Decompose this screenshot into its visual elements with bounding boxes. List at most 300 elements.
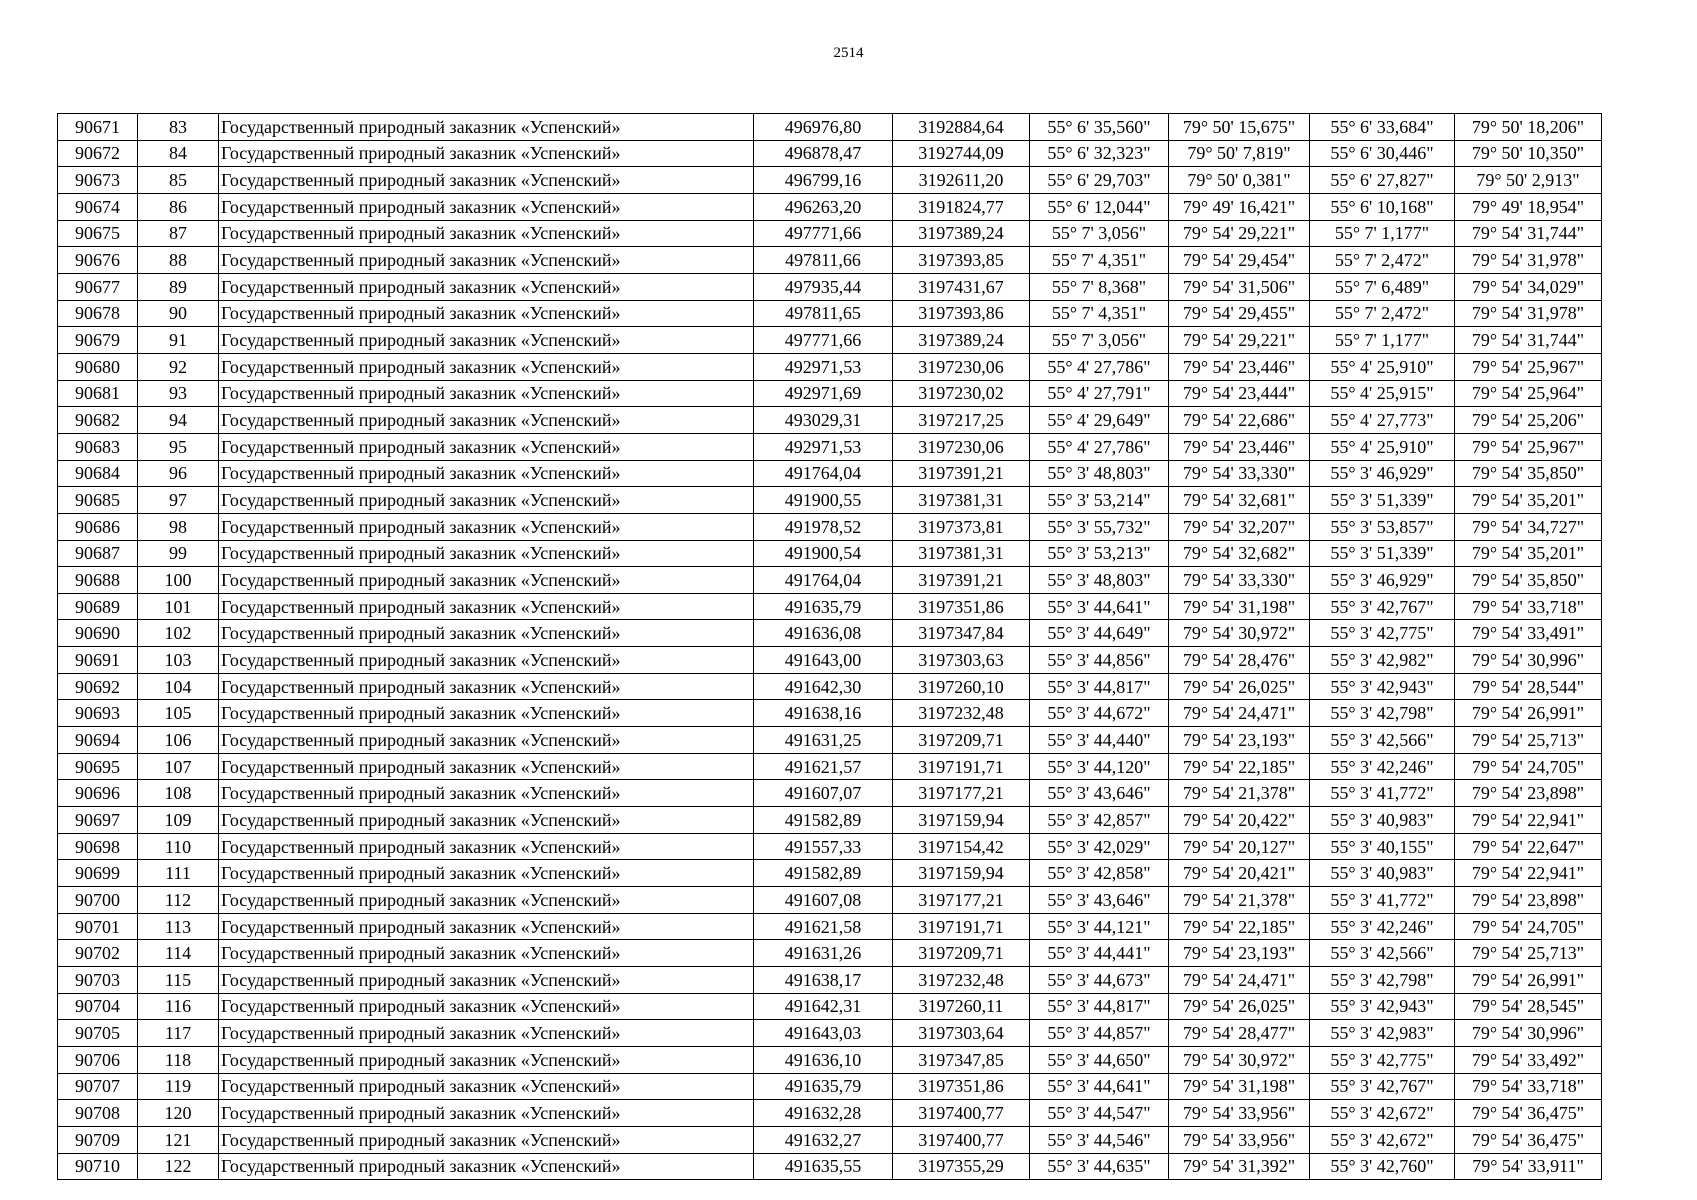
row-id-cell: 90675 [58, 220, 138, 247]
longitude-alt-cell: 79° 54' 31,744" [1455, 220, 1602, 247]
object-name-cell: Государственный природный заказник «Успенский» [219, 1100, 754, 1127]
point-number-cell: 103 [138, 647, 219, 674]
table-row [58, 327, 1602, 354]
point-number-cell: 111 [138, 860, 219, 887]
object-name-cell: Государственный природный заказник «Успенский» [219, 700, 754, 727]
latitude-alt-cell: 55° 3' 42,798" [1310, 967, 1455, 994]
latitude-cell: 55° 6' 29,703" [1030, 167, 1169, 194]
latitude-cell: 55° 7' 4,351" [1030, 300, 1169, 327]
object-name-cell: Государственный природный заказник «Успенский» [219, 540, 754, 567]
y-coordinate-cell: 3197431,67 [893, 273, 1030, 300]
point-number-cell: 85 [138, 167, 219, 194]
longitude-alt-cell: 79° 54' 30,996" [1455, 1020, 1602, 1047]
latitude-cell: 55° 3' 43,646" [1030, 887, 1169, 914]
longitude-alt-cell: 79° 54' 24,705" [1455, 913, 1602, 940]
object-name-cell: Государственный природный заказник «Успенский» [219, 753, 754, 780]
point-number-cell: 94 [138, 407, 219, 434]
longitude-cell: 79° 54' 20,421" [1169, 860, 1310, 887]
row-id-cell: 90706 [58, 1046, 138, 1073]
latitude-cell: 55° 3' 44,650" [1030, 1046, 1169, 1073]
point-number-cell: 83 [138, 114, 219, 141]
point-number-cell: 84 [138, 140, 219, 167]
table-row [58, 1153, 1602, 1180]
longitude-cell: 79° 54' 31,506" [1169, 273, 1310, 300]
latitude-alt-cell: 55° 4' 25,910" [1310, 353, 1455, 380]
x-coordinate-cell: 491636,08 [754, 620, 893, 647]
table-row [58, 780, 1602, 807]
y-coordinate-cell: 3197177,21 [893, 780, 1030, 807]
object-name-cell: Государственный природный заказник «Успенский» [219, 460, 754, 487]
latitude-alt-cell: 55° 3' 46,929" [1310, 567, 1455, 594]
latitude-alt-cell: 55° 3' 42,672" [1310, 1126, 1455, 1153]
longitude-alt-cell: 79° 54' 23,898" [1455, 887, 1602, 914]
latitude-alt-cell: 55° 4' 25,915" [1310, 380, 1455, 407]
object-name-cell: Государственный природный заказник «Успенский» [219, 833, 754, 860]
latitude-alt-cell: 55° 6' 30,446" [1310, 140, 1455, 167]
latitude-cell: 55° 3' 44,817" [1030, 993, 1169, 1020]
longitude-cell: 79° 54' 28,477" [1169, 1020, 1310, 1047]
table-row [58, 673, 1602, 700]
table-row [58, 727, 1602, 754]
longitude-alt-cell: 79° 54' 33,491" [1455, 620, 1602, 647]
latitude-cell: 55° 6' 32,323" [1030, 140, 1169, 167]
latitude-alt-cell: 55° 7' 1,177" [1310, 220, 1455, 247]
latitude-alt-cell: 55° 3' 42,246" [1310, 913, 1455, 940]
row-id-cell: 90687 [58, 540, 138, 567]
row-id-cell: 90676 [58, 247, 138, 274]
y-coordinate-cell: 3197217,25 [893, 407, 1030, 434]
object-name-cell: Государственный природный заказник «Успенский» [219, 567, 754, 594]
latitude-cell: 55° 7' 4,351" [1030, 247, 1169, 274]
longitude-alt-cell: 79° 54' 22,647" [1455, 833, 1602, 860]
point-number-cell: 97 [138, 487, 219, 514]
longitude-cell: 79° 50' 15,675" [1169, 114, 1310, 141]
longitude-alt-cell: 79° 54' 25,713" [1455, 727, 1602, 754]
longitude-alt-cell: 79° 54' 25,967" [1455, 353, 1602, 380]
row-id-cell: 90701 [58, 913, 138, 940]
y-coordinate-cell: 3197389,24 [893, 220, 1030, 247]
y-coordinate-cell: 3197381,31 [893, 540, 1030, 567]
latitude-alt-cell: 55° 3' 42,767" [1310, 593, 1455, 620]
object-name-cell: Государственный природный заказник «Успенский» [219, 913, 754, 940]
latitude-alt-cell: 55° 3' 51,339" [1310, 487, 1455, 514]
latitude-alt-cell: 55° 3' 42,767" [1310, 1073, 1455, 1100]
latitude-cell: 55° 3' 48,803" [1030, 460, 1169, 487]
row-id-cell: 90700 [58, 887, 138, 914]
y-coordinate-cell: 3197381,31 [893, 487, 1030, 514]
longitude-alt-cell: 79° 54' 34,029" [1455, 273, 1602, 300]
y-coordinate-cell: 3197191,71 [893, 753, 1030, 780]
object-name-cell: Государственный природный заказник «Успенский» [219, 1153, 754, 1180]
longitude-cell: 79° 54' 33,330" [1169, 567, 1310, 594]
table-row [58, 887, 1602, 914]
x-coordinate-cell: 491631,25 [754, 727, 893, 754]
latitude-alt-cell: 55° 6' 10,168" [1310, 193, 1455, 220]
row-id-cell: 90680 [58, 353, 138, 380]
x-coordinate-cell: 497935,44 [754, 273, 893, 300]
longitude-alt-cell: 79° 54' 35,850" [1455, 567, 1602, 594]
y-coordinate-cell: 3197347,84 [893, 620, 1030, 647]
row-id-cell: 90677 [58, 273, 138, 300]
row-id-cell: 90671 [58, 114, 138, 141]
longitude-cell: 79° 54' 21,378" [1169, 887, 1310, 914]
x-coordinate-cell: 491635,79 [754, 593, 893, 620]
object-name-cell: Государственный природный заказник «Успенский» [219, 1046, 754, 1073]
table-row [58, 540, 1602, 567]
longitude-alt-cell: 79° 54' 30,996" [1455, 647, 1602, 674]
table-row [58, 353, 1602, 380]
y-coordinate-cell: 3197232,48 [893, 700, 1030, 727]
y-coordinate-cell: 3197260,10 [893, 673, 1030, 700]
object-name-cell: Государственный природный заказник «Успенский» [219, 1073, 754, 1100]
latitude-cell: 55° 4' 27,786" [1030, 353, 1169, 380]
row-id-cell: 90679 [58, 327, 138, 354]
table-row [58, 967, 1602, 994]
row-id-cell: 90692 [58, 673, 138, 700]
latitude-alt-cell: 55° 7' 2,472" [1310, 300, 1455, 327]
row-id-cell: 90688 [58, 567, 138, 594]
y-coordinate-cell: 3197389,24 [893, 327, 1030, 354]
latitude-alt-cell: 55° 6' 33,684" [1310, 114, 1455, 141]
longitude-alt-cell: 79° 54' 25,964" [1455, 380, 1602, 407]
point-number-cell: 113 [138, 913, 219, 940]
row-id-cell: 90690 [58, 620, 138, 647]
object-name-cell: Государственный природный заказник «Успенский» [219, 513, 754, 540]
latitude-cell: 55° 3' 44,635" [1030, 1153, 1169, 1180]
longitude-cell: 79° 54' 26,025" [1169, 673, 1310, 700]
object-name-cell: Государственный природный заказник «Успенский» [219, 1126, 754, 1153]
y-coordinate-cell: 3197373,81 [893, 513, 1030, 540]
longitude-cell: 79° 54' 23,193" [1169, 727, 1310, 754]
y-coordinate-cell: 3192884,64 [893, 114, 1030, 141]
row-id-cell: 90702 [58, 940, 138, 967]
table-row [58, 273, 1602, 300]
y-coordinate-cell: 3192611,20 [893, 167, 1030, 194]
longitude-cell: 79° 54' 23,444" [1169, 380, 1310, 407]
latitude-alt-cell: 55° 7' 2,472" [1310, 247, 1455, 274]
latitude-alt-cell: 55° 3' 42,566" [1310, 940, 1455, 967]
longitude-cell: 79° 54' 32,682" [1169, 540, 1310, 567]
x-coordinate-cell: 491643,00 [754, 647, 893, 674]
longitude-alt-cell: 79° 54' 35,850" [1455, 460, 1602, 487]
latitude-alt-cell: 55° 7' 1,177" [1310, 327, 1455, 354]
latitude-cell: 55° 3' 44,672" [1030, 700, 1169, 727]
table-row [58, 593, 1602, 620]
object-name-cell: Государственный природный заказник «Успенский» [219, 114, 754, 141]
longitude-cell: 79° 54' 24,471" [1169, 700, 1310, 727]
y-coordinate-cell: 3197230,02 [893, 380, 1030, 407]
point-number-cell: 86 [138, 193, 219, 220]
y-coordinate-cell: 3197230,06 [893, 433, 1030, 460]
table-row [58, 513, 1602, 540]
point-number-cell: 91 [138, 327, 219, 354]
longitude-alt-cell: 79° 50' 2,913" [1455, 167, 1602, 194]
latitude-alt-cell: 55° 3' 51,339" [1310, 540, 1455, 567]
object-name-cell: Государственный природный заказник «Успенский» [219, 807, 754, 834]
longitude-cell: 79° 54' 22,686" [1169, 407, 1310, 434]
longitude-alt-cell: 79° 54' 25,713" [1455, 940, 1602, 967]
point-number-cell: 104 [138, 673, 219, 700]
latitude-alt-cell: 55° 3' 40,983" [1310, 860, 1455, 887]
x-coordinate-cell: 492971,53 [754, 433, 893, 460]
point-number-cell: 121 [138, 1126, 219, 1153]
latitude-cell: 55° 4' 27,786" [1030, 433, 1169, 460]
row-id-cell: 90689 [58, 593, 138, 620]
row-id-cell: 90682 [58, 407, 138, 434]
table-row [58, 940, 1602, 967]
table-row [58, 700, 1602, 727]
object-name-cell: Государственный природный заказник «Успенский» [219, 620, 754, 647]
latitude-cell: 55° 6' 12,044" [1030, 193, 1169, 220]
x-coordinate-cell: 491557,33 [754, 833, 893, 860]
object-name-cell: Государственный природный заказник «Успенский» [219, 673, 754, 700]
longitude-cell: 79° 54' 20,127" [1169, 833, 1310, 860]
row-id-cell: 90673 [58, 167, 138, 194]
x-coordinate-cell: 491642,30 [754, 673, 893, 700]
table-row [58, 247, 1602, 274]
x-coordinate-cell: 491621,57 [754, 753, 893, 780]
longitude-cell: 79° 54' 33,956" [1169, 1100, 1310, 1127]
point-number-cell: 105 [138, 700, 219, 727]
table-row [58, 1100, 1602, 1127]
table-row [58, 167, 1602, 194]
latitude-cell: 55° 6' 35,560" [1030, 114, 1169, 141]
latitude-cell: 55° 3' 48,803" [1030, 567, 1169, 594]
latitude-alt-cell: 55° 3' 42,566" [1310, 727, 1455, 754]
point-number-cell: 87 [138, 220, 219, 247]
y-coordinate-cell: 3197303,64 [893, 1020, 1030, 1047]
object-name-cell: Государственный природный заказник «Успенский» [219, 780, 754, 807]
point-number-cell: 117 [138, 1020, 219, 1047]
x-coordinate-cell: 491621,58 [754, 913, 893, 940]
object-name-cell: Государственный природный заказник «Успенский» [219, 487, 754, 514]
latitude-alt-cell: 55° 3' 42,246" [1310, 753, 1455, 780]
table-row [58, 860, 1602, 887]
table-row [58, 1126, 1602, 1153]
y-coordinate-cell: 3197209,71 [893, 727, 1030, 754]
longitude-cell: 79° 50' 7,819" [1169, 140, 1310, 167]
latitude-cell: 55° 7' 8,368" [1030, 273, 1169, 300]
latitude-cell: 55° 3' 44,547" [1030, 1100, 1169, 1127]
point-number-cell: 118 [138, 1046, 219, 1073]
object-name-cell: Государственный природный заказник «Успенский» [219, 247, 754, 274]
x-coordinate-cell: 492971,53 [754, 353, 893, 380]
longitude-alt-cell: 79° 54' 25,967" [1455, 433, 1602, 460]
longitude-cell: 79° 54' 31,198" [1169, 593, 1310, 620]
point-number-cell: 110 [138, 833, 219, 860]
x-coordinate-cell: 496263,20 [754, 193, 893, 220]
latitude-cell: 55° 3' 44,817" [1030, 673, 1169, 700]
latitude-cell: 55° 3' 53,214" [1030, 487, 1169, 514]
x-coordinate-cell: 491631,26 [754, 940, 893, 967]
latitude-cell: 55° 3' 42,857" [1030, 807, 1169, 834]
row-id-cell: 90696 [58, 780, 138, 807]
longitude-cell: 79° 54' 31,392" [1169, 1153, 1310, 1180]
latitude-cell: 55° 3' 53,213" [1030, 540, 1169, 567]
row-id-cell: 90678 [58, 300, 138, 327]
object-name-cell: Государственный природный заказник «Успенский» [219, 433, 754, 460]
latitude-alt-cell: 55° 3' 40,155" [1310, 833, 1455, 860]
point-number-cell: 99 [138, 540, 219, 567]
longitude-cell: 79° 54' 29,454" [1169, 247, 1310, 274]
x-coordinate-cell: 491642,31 [754, 993, 893, 1020]
point-number-cell: 101 [138, 593, 219, 620]
object-name-cell: Государственный природный заказник «Успенский» [219, 593, 754, 620]
y-coordinate-cell: 3197400,77 [893, 1100, 1030, 1127]
latitude-alt-cell: 55° 3' 42,983" [1310, 1020, 1455, 1047]
x-coordinate-cell: 491636,10 [754, 1046, 893, 1073]
table-row [58, 114, 1602, 141]
row-id-cell: 90708 [58, 1100, 138, 1127]
table-row [58, 1073, 1602, 1100]
x-coordinate-cell: 491635,55 [754, 1153, 893, 1180]
row-id-cell: 90707 [58, 1073, 138, 1100]
x-coordinate-cell: 491978,52 [754, 513, 893, 540]
longitude-alt-cell: 79° 50' 10,350" [1455, 140, 1602, 167]
x-coordinate-cell: 491632,27 [754, 1126, 893, 1153]
latitude-cell: 55° 3' 44,121" [1030, 913, 1169, 940]
x-coordinate-cell: 496976,80 [754, 114, 893, 141]
longitude-alt-cell: 79° 54' 26,991" [1455, 967, 1602, 994]
object-name-cell: Государственный природный заказник «Успенский» [219, 887, 754, 914]
longitude-alt-cell: 79° 54' 26,991" [1455, 700, 1602, 727]
row-id-cell: 90710 [58, 1153, 138, 1180]
latitude-cell: 55° 3' 44,649" [1030, 620, 1169, 647]
latitude-cell: 55° 3' 44,673" [1030, 967, 1169, 994]
row-id-cell: 90684 [58, 460, 138, 487]
x-coordinate-cell: 491632,28 [754, 1100, 893, 1127]
y-coordinate-cell: 3197303,63 [893, 647, 1030, 674]
longitude-alt-cell: 79° 54' 35,201" [1455, 540, 1602, 567]
x-coordinate-cell: 497771,66 [754, 327, 893, 354]
longitude-cell: 79° 54' 23,193" [1169, 940, 1310, 967]
x-coordinate-cell: 497811,66 [754, 247, 893, 274]
object-name-cell: Государственный природный заказник «Успенский» [219, 1020, 754, 1047]
x-coordinate-cell: 491764,04 [754, 460, 893, 487]
longitude-cell: 79° 54' 29,221" [1169, 327, 1310, 354]
longitude-alt-cell: 79° 54' 31,744" [1455, 327, 1602, 354]
x-coordinate-cell: 491638,17 [754, 967, 893, 994]
y-coordinate-cell: 3197191,71 [893, 913, 1030, 940]
y-coordinate-cell: 3197351,86 [893, 593, 1030, 620]
point-number-cell: 92 [138, 353, 219, 380]
row-id-cell: 90674 [58, 193, 138, 220]
latitude-alt-cell: 55° 3' 42,775" [1310, 620, 1455, 647]
latitude-alt-cell: 55° 3' 42,775" [1310, 1046, 1455, 1073]
y-coordinate-cell: 3197391,21 [893, 567, 1030, 594]
longitude-cell: 79° 54' 30,972" [1169, 620, 1310, 647]
longitude-alt-cell: 79° 50' 18,206" [1455, 114, 1602, 141]
longitude-cell: 79° 54' 33,330" [1169, 460, 1310, 487]
row-id-cell: 90691 [58, 647, 138, 674]
latitude-cell: 55° 3' 44,857" [1030, 1020, 1169, 1047]
point-number-cell: 100 [138, 567, 219, 594]
table-row [58, 833, 1602, 860]
table-row [58, 620, 1602, 647]
latitude-cell: 55° 3' 44,641" [1030, 593, 1169, 620]
row-id-cell: 90704 [58, 993, 138, 1020]
object-name-cell: Государственный природный заказник «Успенский» [219, 993, 754, 1020]
object-name-cell: Государственный природный заказник «Успенский» [219, 220, 754, 247]
latitude-alt-cell: 55° 3' 42,760" [1310, 1153, 1455, 1180]
row-id-cell: 90698 [58, 833, 138, 860]
y-coordinate-cell: 3197391,21 [893, 460, 1030, 487]
y-coordinate-cell: 3191824,77 [893, 193, 1030, 220]
latitude-alt-cell: 55° 4' 25,910" [1310, 433, 1455, 460]
table-row [58, 433, 1602, 460]
table-row [58, 1020, 1602, 1047]
table-row [58, 647, 1602, 674]
x-coordinate-cell: 491635,79 [754, 1073, 893, 1100]
longitude-cell: 79° 54' 21,378" [1169, 780, 1310, 807]
y-coordinate-cell: 3197393,86 [893, 300, 1030, 327]
y-coordinate-cell: 3197400,77 [893, 1126, 1030, 1153]
object-name-cell: Государственный природный заказник «Успенский» [219, 407, 754, 434]
object-name-cell: Государственный природный заказник «Успенский» [219, 353, 754, 380]
object-name-cell: Государственный природный заказник «Успенский» [219, 860, 754, 887]
point-number-cell: 120 [138, 1100, 219, 1127]
latitude-alt-cell: 55° 3' 42,982" [1310, 647, 1455, 674]
y-coordinate-cell: 3197159,94 [893, 807, 1030, 834]
table-row [58, 753, 1602, 780]
row-id-cell: 90699 [58, 860, 138, 887]
longitude-alt-cell: 79° 54' 33,911" [1455, 1153, 1602, 1180]
latitude-cell: 55° 3' 44,120" [1030, 753, 1169, 780]
point-number-cell: 102 [138, 620, 219, 647]
latitude-cell: 55° 3' 44,546" [1030, 1126, 1169, 1153]
point-number-cell: 119 [138, 1073, 219, 1100]
table-row [58, 993, 1602, 1020]
longitude-cell: 79° 54' 22,185" [1169, 753, 1310, 780]
object-name-cell: Государственный природный заказник «Успенский» [219, 940, 754, 967]
longitude-cell: 79° 54' 20,422" [1169, 807, 1310, 834]
latitude-cell: 55° 4' 29,649" [1030, 407, 1169, 434]
x-coordinate-cell: 492971,69 [754, 380, 893, 407]
latitude-cell: 55° 3' 42,858" [1030, 860, 1169, 887]
row-id-cell: 90681 [58, 380, 138, 407]
latitude-cell: 55° 3' 43,646" [1030, 780, 1169, 807]
object-name-cell: Государственный природный заказник «Успенский» [219, 327, 754, 354]
row-id-cell: 90686 [58, 513, 138, 540]
y-coordinate-cell: 3197351,86 [893, 1073, 1030, 1100]
object-name-cell: Государственный природный заказник «Успенский» [219, 300, 754, 327]
table-row [58, 1046, 1602, 1073]
longitude-cell: 79° 54' 26,025" [1169, 993, 1310, 1020]
longitude-alt-cell: 79° 54' 22,941" [1455, 860, 1602, 887]
row-id-cell: 90705 [58, 1020, 138, 1047]
point-number-cell: 93 [138, 380, 219, 407]
x-coordinate-cell: 491607,08 [754, 887, 893, 914]
point-number-cell: 96 [138, 460, 219, 487]
table-row [58, 380, 1602, 407]
point-number-cell: 98 [138, 513, 219, 540]
y-coordinate-cell: 3192744,09 [893, 140, 1030, 167]
object-name-cell: Государственный природный заказник «Успенский» [219, 380, 754, 407]
point-number-cell: 114 [138, 940, 219, 967]
latitude-cell: 55° 3' 44,856" [1030, 647, 1169, 674]
object-name-cell: Государственный природный заказник «Успенский» [219, 727, 754, 754]
latitude-cell: 55° 3' 55,732" [1030, 513, 1169, 540]
point-number-cell: 95 [138, 433, 219, 460]
x-coordinate-cell: 491638,16 [754, 700, 893, 727]
table-row [58, 140, 1602, 167]
longitude-cell: 79° 54' 33,956" [1169, 1126, 1310, 1153]
latitude-alt-cell: 55° 3' 42,943" [1310, 673, 1455, 700]
y-coordinate-cell: 3197232,48 [893, 967, 1030, 994]
table-row [58, 913, 1602, 940]
latitude-cell: 55° 7' 3,056" [1030, 327, 1169, 354]
object-name-cell: Государственный природный заказник «Успенский» [219, 273, 754, 300]
